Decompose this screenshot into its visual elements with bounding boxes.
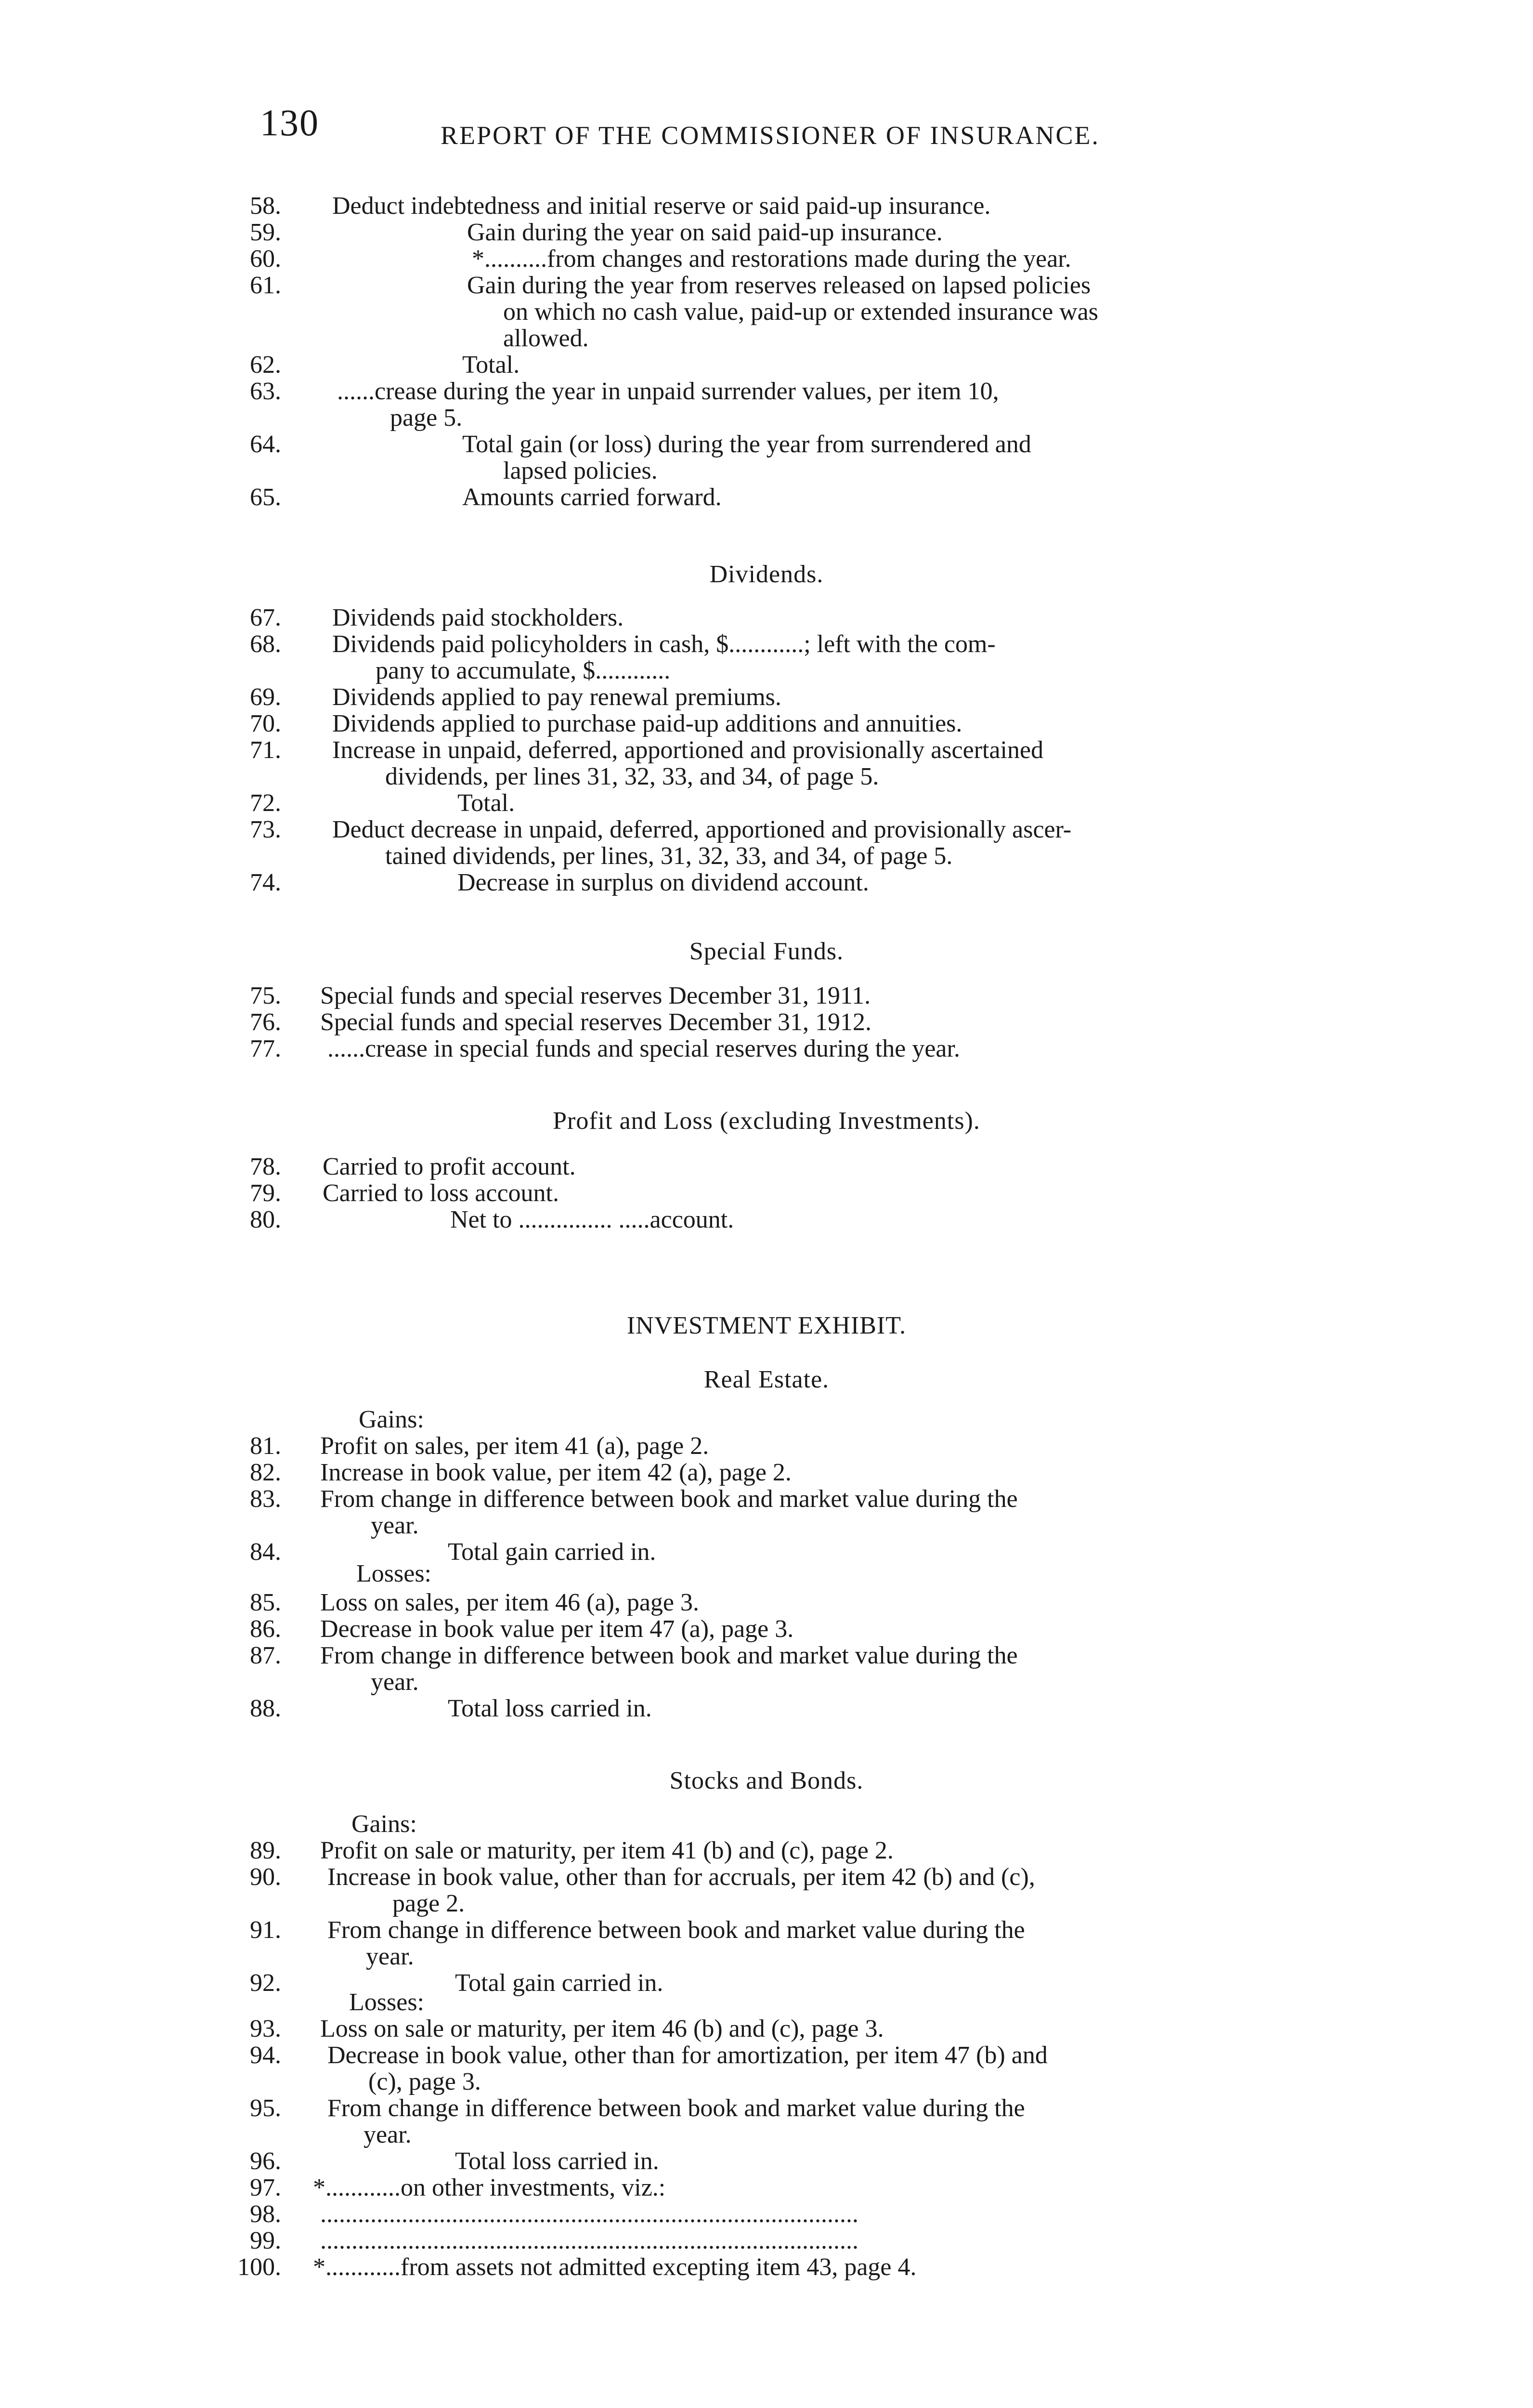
line-number: 82. (250, 1459, 281, 1486)
line-item (0, 1035, 1533, 1062)
line-text: (c), page 3. (368, 2068, 481, 2095)
line-number: 91. (250, 1916, 281, 1944)
running-head: REPORT OF THE COMMISSIONER OF INSURANCE. (441, 121, 1100, 150)
line-number: 77. (250, 1035, 281, 1062)
line-item (0, 631, 1533, 658)
line-item (0, 1642, 1533, 1669)
line-item (0, 1459, 1533, 1486)
subheading-stocks-bonds-gains: Gains: (351, 1810, 417, 1838)
line-text: year. (371, 1512, 419, 1539)
line-item (0, 193, 1533, 220)
line-number: 70. (250, 710, 281, 737)
line-number: 94. (250, 2042, 281, 2069)
line-item (0, 299, 1533, 326)
line-item (0, 2121, 1533, 2148)
line-number: 64. (250, 431, 281, 458)
line-item (0, 790, 1533, 817)
line-item (0, 458, 1533, 484)
line-text: year. (371, 1668, 419, 1696)
line-number: 98. (250, 2200, 281, 2228)
line-text: page 5. (390, 404, 463, 432)
line-text: Increase in book value, per item 42 (a), page 2. (320, 1459, 792, 1486)
line-text: Special funds and special reserves December 31, 1912. (320, 1008, 872, 1036)
line-item (0, 1512, 1533, 1539)
line-item (0, 219, 1533, 246)
line-item (0, 1206, 1533, 1233)
line-number: 85. (250, 1589, 281, 1616)
line-number: 87. (250, 1642, 281, 1669)
line-item (0, 378, 1533, 405)
line-number: 86. (250, 1615, 281, 1643)
line-item (0, 2201, 1533, 2228)
line-item (0, 1539, 1533, 1566)
line-number: 83. (250, 1485, 281, 1513)
line-item (0, 2174, 1533, 2201)
line-text: year. (364, 2121, 412, 2148)
line-text: Gain during the year from reserves released on lapsed policies (467, 272, 1091, 299)
line-number: 72. (250, 789, 281, 817)
line-text: ...................................................................................... (320, 2200, 858, 2228)
line-text: Carried to loss account. (323, 1179, 559, 1207)
line-text: Total gain (or loss) during the year from surrendered and (462, 431, 1031, 458)
line-number: 61. (250, 272, 281, 299)
line-text: Decrease in surplus on dividend account. (457, 869, 869, 896)
line-number: 63. (250, 378, 281, 405)
line-item (0, 710, 1533, 737)
line-text: From change in difference between book and market value during the (320, 1642, 1018, 1669)
subheading-real-estate-losses: Losses: (356, 1560, 431, 1587)
line-item (0, 1890, 1533, 1917)
line-item (0, 1433, 1533, 1460)
line-item (0, 2068, 1533, 2095)
line-item (0, 431, 1533, 458)
line-item (0, 2042, 1533, 2069)
line-text: Dividends applied to pay renewal premiums. (332, 683, 781, 711)
line-item (0, 352, 1533, 379)
line-number: 71. (250, 736, 281, 764)
heading-special-funds: Special Funds. (689, 938, 844, 965)
line-item (0, 272, 1533, 299)
line-text: allowed. (503, 325, 589, 352)
line-text: on which no cash value, paid-up or extended insurance was (503, 298, 1099, 326)
heading-profit-and-loss: Profit and Loss (excluding Investments). (553, 1107, 980, 1135)
line-text: Total loss carried in. (455, 2147, 659, 2175)
line-number: 90. (250, 1863, 281, 1891)
line-item (0, 1486, 1533, 1513)
line-item (0, 1589, 1533, 1616)
line-item (0, 982, 1533, 1009)
line-item (0, 869, 1533, 896)
line-text: Loss on sale or maturity, per item 46 (b) and (c), page 3. (320, 2015, 884, 2042)
line-number: 97. (250, 2174, 281, 2201)
line-item (0, 737, 1533, 764)
line-text: Total. (462, 351, 520, 379)
heading-stocks-and-bonds: Stocks and Bonds. (669, 1767, 864, 1794)
line-item (0, 2015, 1533, 2042)
line-text: Loss on sales, per item 46 (a), page 3. (320, 1589, 700, 1616)
line-text: *............on other investments, viz.: (313, 2174, 666, 2201)
line-text: Total gain carried in. (455, 1969, 663, 1997)
line-text: tained dividends, per lines, 31, 32, 33, and 34, of page 5. (385, 842, 953, 870)
line-item (0, 1837, 1533, 1864)
line-item (0, 325, 1533, 352)
line-item (0, 1669, 1533, 1696)
line-number: 96. (250, 2147, 281, 2175)
line-number: 95. (250, 2094, 281, 2122)
line-text: *..........from changes and restorations made during the year. (472, 245, 1071, 273)
line-item (0, 1009, 1533, 1036)
heading-dividends: Dividends. (709, 561, 824, 588)
line-text: Decrease in book value per item 47 (a), page 3. (320, 1615, 794, 1643)
line-text: Dividends paid policyholders in cash, $............; left with the com- (332, 630, 996, 658)
line-number: 79. (250, 1179, 281, 1207)
line-text: Dividends applied to purchase paid-up additions and annuities. (332, 710, 962, 737)
line-number: 81. (250, 1432, 281, 1460)
line-item (0, 1970, 1533, 1997)
line-text: Carried to profit account. (323, 1153, 576, 1180)
line-text: Total gain carried in. (448, 1538, 656, 1566)
line-item (0, 604, 1533, 631)
line-number: 68. (250, 630, 281, 658)
line-text: Gain during the year on said paid-up insurance. (467, 219, 943, 246)
page-number: 130 (260, 102, 319, 144)
line-text: Deduct decrease in unpaid, deferred, apportioned and provisionally ascer- (332, 816, 1072, 843)
line-item (0, 1695, 1533, 1722)
line-item (0, 657, 1533, 684)
line-item (0, 816, 1533, 843)
line-number: 84. (250, 1538, 281, 1566)
line-text: Net to ............... .....account. (450, 1206, 734, 1233)
line-item (0, 484, 1533, 511)
line-text: ...................................................................................... (320, 2227, 858, 2254)
line-text: page 2. (392, 1890, 465, 1917)
line-item (0, 405, 1533, 432)
line-item (0, 1943, 1533, 1970)
line-item (0, 2254, 1533, 2281)
line-text: Special funds and special reserves December 31, 1911. (320, 982, 871, 1009)
line-number: 80. (250, 1206, 281, 1233)
line-text: ......crease during the year in unpaid surrender values, per item 10, (337, 378, 999, 405)
line-item (0, 246, 1533, 273)
line-text: Increase in unpaid, deferred, apportioned and provisionally ascertained (332, 736, 1044, 764)
heading-real-estate: Real Estate. (703, 1366, 830, 1393)
line-text: Profit on sales, per item 41 (a), page 2. (320, 1432, 709, 1460)
line-item (0, 2095, 1533, 2122)
heading-investment-exhibit: INVESTMENT EXHIBIT. (626, 1312, 907, 1339)
line-number: 92. (250, 1969, 281, 1997)
subheading-stocks-bonds-losses: Losses: (349, 1989, 424, 2016)
line-number: 69. (250, 683, 281, 711)
line-item (0, 1917, 1533, 1944)
line-text: Deduct indebtedness and initial reserve or said paid-up insurance. (332, 192, 991, 220)
line-number: 73. (250, 816, 281, 843)
line-text: From change in difference between book and market value during the (320, 1485, 1018, 1513)
line-item (0, 1180, 1533, 1207)
line-text: *............from assets not admitted excepting item 43, page 4. (313, 2253, 917, 2281)
line-number: 89. (250, 1837, 281, 1864)
line-text: Decrease in book value, other than for amortization, per item 47 (b) and (327, 2042, 1048, 2069)
line-text: dividends, per lines 31, 32, 33, and 34, of page 5. (385, 763, 879, 790)
line-number: 62. (250, 351, 281, 379)
line-text: year. (366, 1943, 414, 1970)
subheading-real-estate-gains: Gains: (359, 1406, 424, 1433)
line-text: pany to accumulate, $............ (376, 657, 671, 684)
line-number: 88. (250, 1695, 281, 1722)
line-number: 75. (250, 982, 281, 1009)
line-item (0, 2148, 1533, 2175)
line-number: 59. (250, 219, 281, 246)
line-number: 60. (250, 245, 281, 273)
line-text: Increase in book value, other than for accruals, per item 42 (b) and (c), (327, 1863, 1035, 1891)
line-item (0, 2227, 1533, 2254)
line-text: Amounts carried forward. (462, 484, 722, 511)
line-number: 65. (250, 484, 281, 511)
line-number: 78. (250, 1153, 281, 1180)
line-text: Total loss carried in. (448, 1695, 652, 1722)
line-item (0, 684, 1533, 711)
line-number: 67. (250, 604, 281, 631)
line-text: Total. (457, 789, 515, 817)
line-number: 100. (237, 2253, 281, 2281)
line-text: From change in difference between book and market value during the (327, 2094, 1025, 2122)
line-item (0, 1616, 1533, 1643)
line-item (0, 1864, 1533, 1891)
line-text: Profit on sale or maturity, per item 41 (b) and (c), page 2. (320, 1837, 894, 1864)
line-text: ......crease in special funds and special reserves during the year. (327, 1035, 960, 1062)
line-number: 58. (250, 192, 281, 220)
line-number: 93. (250, 2015, 281, 2042)
line-text: lapsed policies. (503, 457, 658, 484)
line-item (0, 843, 1533, 870)
line-item (0, 1153, 1533, 1180)
line-number: 76. (250, 1008, 281, 1036)
line-text: From change in difference between book and market value during the (327, 1916, 1025, 1944)
line-number: 74. (250, 869, 281, 896)
line-item (0, 763, 1533, 790)
line-text: Dividends paid stockholders. (332, 604, 624, 631)
line-number: 99. (250, 2227, 281, 2254)
